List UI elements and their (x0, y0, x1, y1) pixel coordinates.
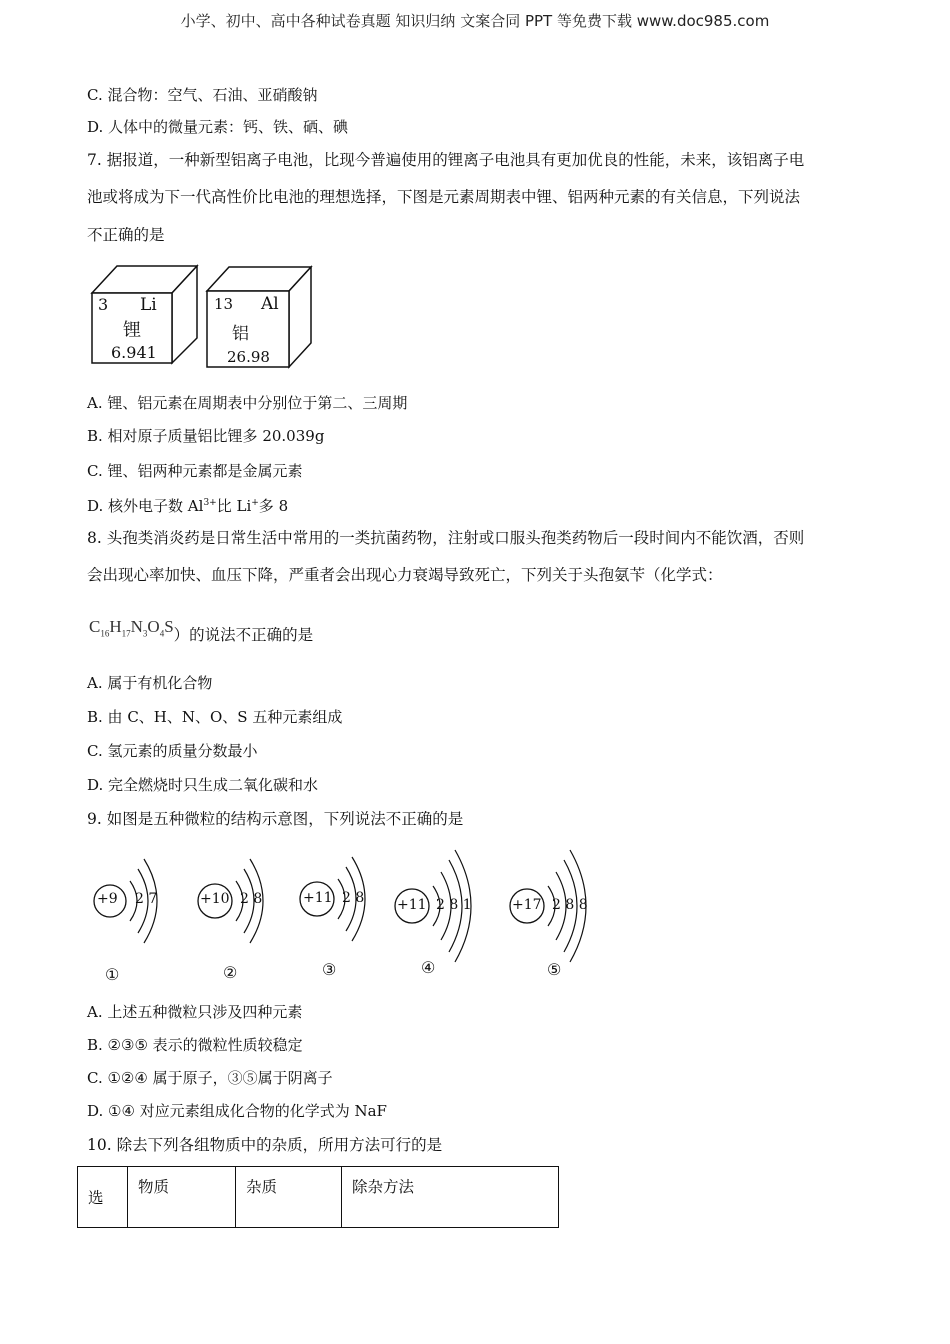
header-substance: 物质 (128, 1167, 236, 1228)
particle-diagram-4 (393, 848, 488, 978)
q7-stem-line2: 池或将成为下一代高性价比电池的理想选择，下图是元素周期表中锂、铝两种元素的有关信息，下列说法 (87, 188, 801, 206)
q7-option-a: A. 锂、铝元素在周期表中分别位于第二、三周期 (87, 394, 408, 412)
particle-5-shells: 2 8 8 (552, 897, 588, 913)
q8-option-a: A. 属于有机化合物 (87, 674, 213, 692)
particle-diagram-5 (508, 848, 603, 978)
aluminum-tile (205, 265, 315, 370)
particle-1-label: ① (105, 965, 120, 984)
al-atomic-number: 13 (214, 295, 234, 313)
al-atomic-mass: 26.98 (227, 348, 270, 366)
q10-stem: 10. 除去下列各组物质中的杂质，所用方法可行的是 (87, 1136, 443, 1154)
particle-3-label: ③ (322, 960, 337, 979)
q8-stem-line1: 8. 头孢类消炎药是日常生活中常用的一类抗菌药物，注射或口服头孢类药物后一段时间内不能饮酒，否则 (87, 529, 805, 547)
particle-2-nucleus: +10 (200, 891, 230, 907)
prev-option-c: C. 混合物：空气、石油、亚硝酸钠 (87, 86, 318, 104)
q8-formula-line: $C_{16}H_{17}N_3O_4S$）的说法不正确的是 (89, 617, 314, 644)
al-symbol: Al (261, 294, 279, 314)
al-name: 铝 (232, 324, 249, 344)
q7-stem-line1: 7. 据报道，一种新型铝离子电池，比现今普遍使用的锂离子电池具有更加优良的性能，未来，该铝离子电 (87, 151, 805, 169)
header-option: 选 (78, 1167, 128, 1228)
q8-option-d: D. 完全燃烧时只生成二氧化碳和水 (87, 776, 319, 794)
particle-3-nucleus: +11 (303, 890, 333, 906)
particle-4-shells: 2 8 1 (436, 897, 472, 913)
li-symbol: Li (140, 295, 157, 315)
particle-5-label: ⑤ (547, 960, 562, 979)
li-atomic-mass: 6.941 (111, 343, 157, 362)
header-method: 除杂方法 (342, 1167, 559, 1228)
q7-option-b: B. 相对原子质量铝比锂多 20.039g (87, 427, 325, 445)
q9-stem: 9. 如图是五种微粒的结构示意图，下列说法不正确的是 (87, 810, 464, 828)
q8-stem-line2: 会出现心率加快、血压下降，严重者会出现心力衰竭导致死亡，下列关于头孢氨苄（化学式： (87, 566, 723, 584)
particle-5-nucleus: +17 (512, 897, 542, 913)
q9-option-b: B. ②③⑤ 表示的微粒性质较稳定 (87, 1036, 303, 1054)
lithium-tile (90, 263, 200, 368)
q9-option-c: C. ①②④ 属于原子，③⑤属于阴离子 (87, 1069, 333, 1087)
particle-4-label: ④ (421, 958, 436, 977)
page-header: 小学、初中、高中各种试卷真题 知识归纳 文案合同 PPT 等免费下载 www.doc985.com (180, 12, 770, 30)
particle-1-shells: 2 7 (135, 891, 158, 907)
li-name: 锂 (123, 320, 141, 341)
particle-2-shells: 2 8 (240, 891, 263, 907)
particle-diagram-1 (92, 855, 172, 985)
particle-3-shells: 2 8 (342, 890, 365, 906)
particle-2-label: ② (223, 963, 238, 982)
q10-table (77, 1166, 559, 1228)
cefalexin-formula: $C_{16}H_{17}N_3O_4S$ (89, 617, 174, 639)
q7-option-c: C. 锂、铝两种元素都是金属元素 (87, 462, 303, 480)
prev-option-d: D. 人体中的微量元素：钙、铁、硒、碘 (87, 118, 349, 136)
q9-option-a: A. 上述五种微粒只涉及四种元素 (87, 1003, 303, 1021)
particle-diagram-2 (196, 855, 281, 985)
q9-option-d: D. ①④ 对应元素组成化合物的化学式为 NaF (87, 1102, 387, 1120)
table-header-row (78, 1167, 559, 1228)
li-atomic-number: 3 (98, 295, 109, 314)
header-impurity: 杂质 (236, 1167, 342, 1228)
particle-4-nucleus: +11 (397, 897, 427, 913)
q8-option-c: C. 氢元素的质量分数最小 (87, 742, 258, 760)
q7-option-d: D. 核外电子数 $Al^{3+}$比 Li+多 8 (87, 497, 289, 515)
particle-diagram-3 (298, 853, 383, 983)
particle-1-nucleus: +9 (97, 891, 118, 907)
q7-stem-line3: 不正确的是 (87, 226, 165, 244)
q8-option-b: B. 由 C、H、N、O、S 五种元素组成 (87, 708, 343, 726)
